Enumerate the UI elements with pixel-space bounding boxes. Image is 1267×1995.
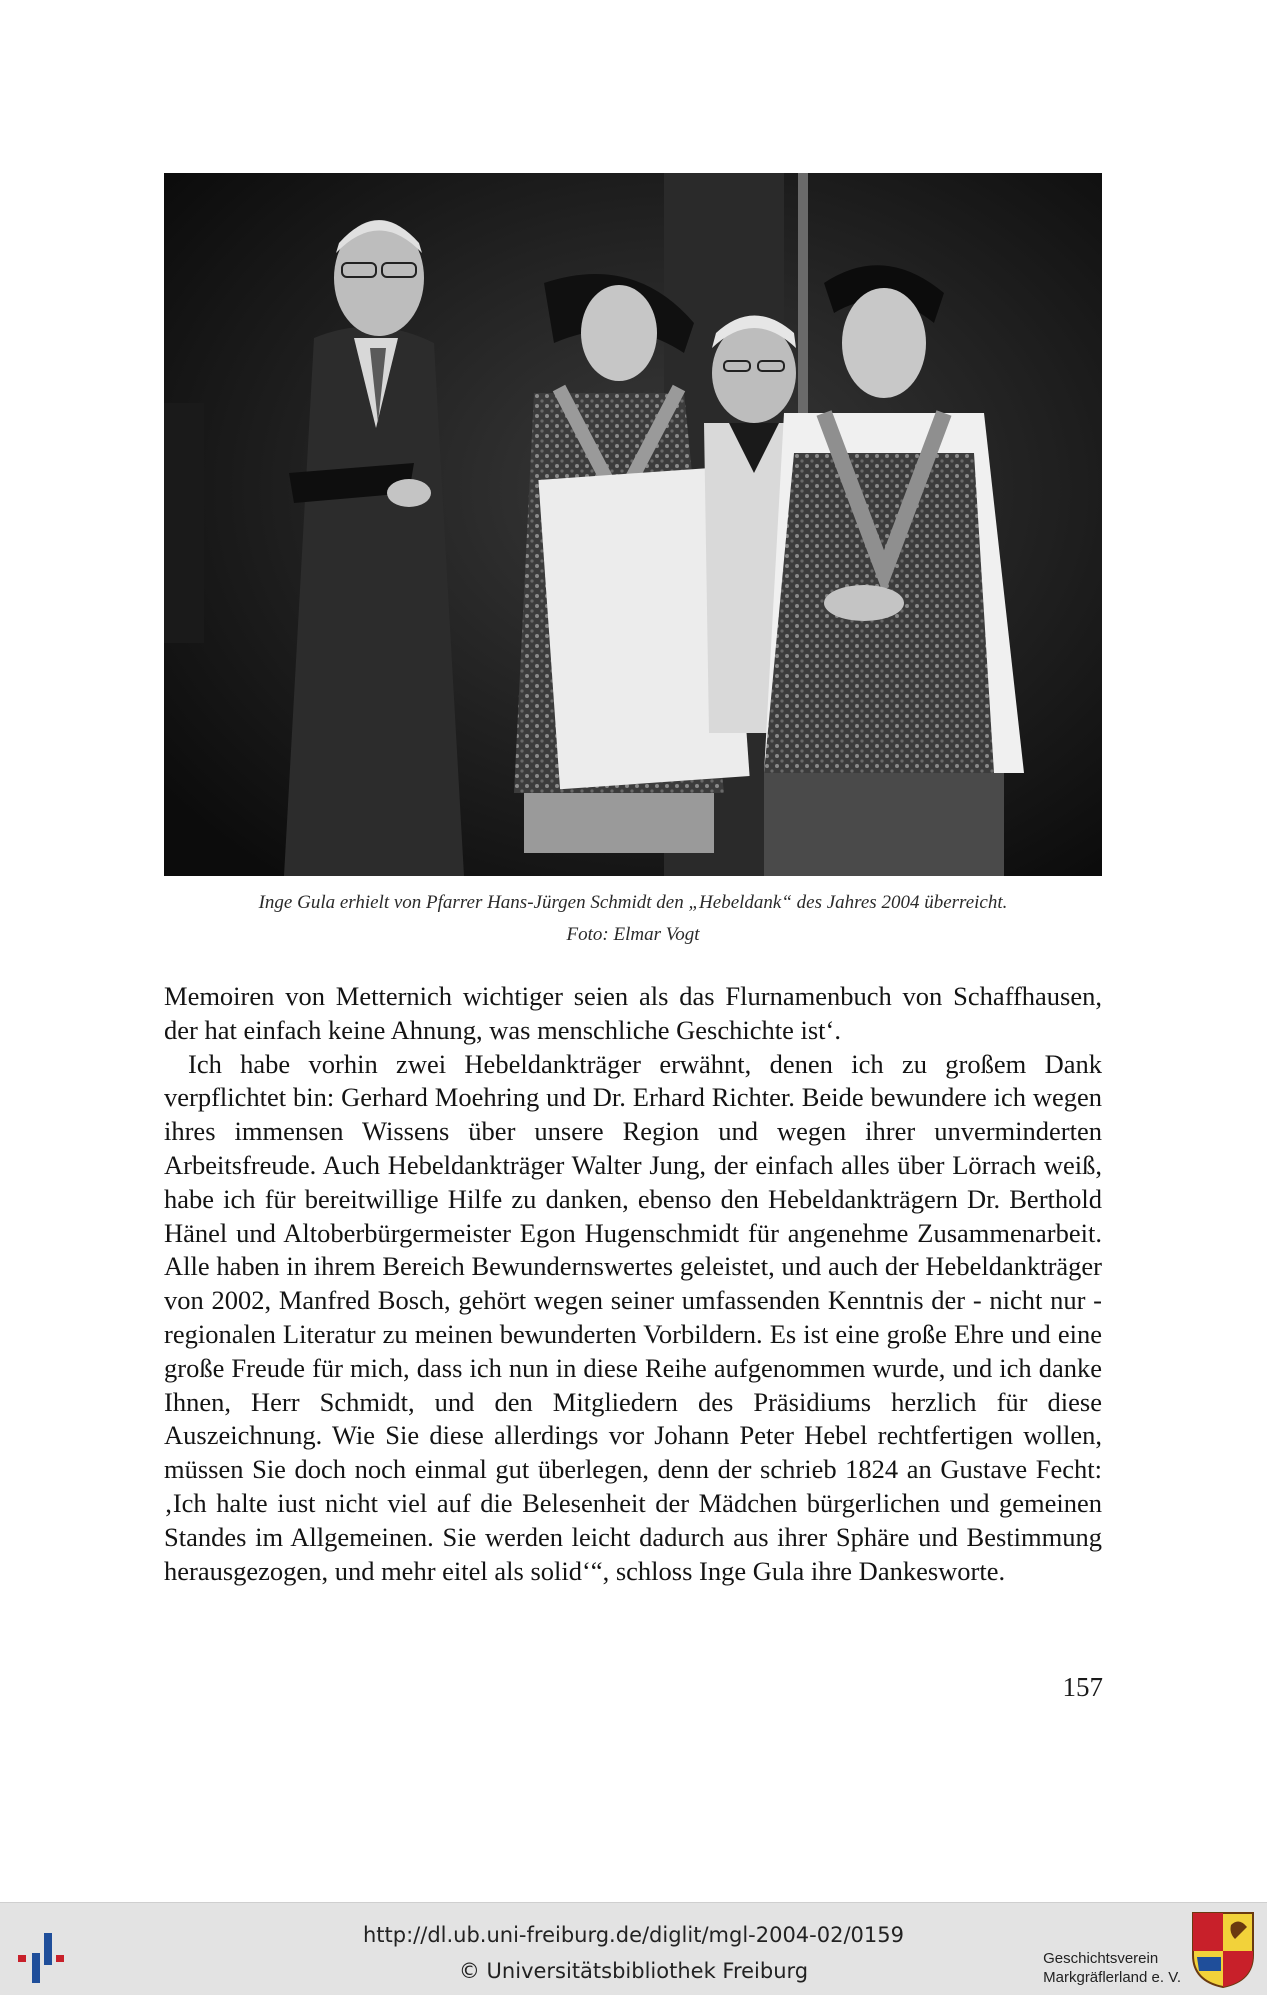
body-text — [164, 980, 1102, 1588]
footer-bar — [0, 1902, 1267, 1995]
photo-credit: Foto: Elmar Vogt — [566, 924, 700, 945]
society-name-line2: Markgräflerland e. V. — [1043, 1969, 1181, 1986]
society-crest-icon[interactable] — [1191, 1911, 1255, 1989]
society-name-line1: Geschichtsverein — [1043, 1950, 1159, 1967]
ceremony-photo — [164, 173, 1102, 876]
copyright-text: © Universitätsbibliothek Freiburg — [458, 1959, 809, 1983]
paragraph: Ich habe vorhin zwei Hebeldankträger erwähnt, denen ich zu großem Dank verpflichtet bin: Gerhard Moehring und Dr. Erhard Richter. Beide bewundere ich wegen ihres immensen Wissens über unsere Region und wegen ihrer unverminderten Arbeitsfreude. Auch Hebeldankträger Walter Jung, der einfach alles über Lörrach weiß, habe ich für bereitwillige Hilfe zu danken, ebenso den Hebeldankträgern Dr. Berthold Hänel und Altoberbürgermeister Egon Hugenschmidt für angenehme Zusammenarbeit. Alle haben in ihrem Bereich Bewundernswertes geleistet, und auch der Hebeldankträger von 2002, Manfred Bosch, gehört wegen seiner umfassenden Kenntnis der - nicht nur - regionalen Literatur zu meinen bewunderten Vorbildern. Es ist eine große Ehre und eine große Freude für mich, dass ich nun in diese Reihe aufgenommen wurde, und ich danke Ihnen, Herr Schmidt, und den Mitgliedern des Präsidiums herzlich für diese Auszeichnung. Wie Sie diese allerdings vor Johann Peter Hebel rechtfertigen wollen, müssen Sie doch noch einmal gut überlegen, denn der schrieb 1824 an Gustave Fecht: ‚Ich halte iust nicht viel auf die Belesenheit der Mädchen bürgerlichen und gemeinen Standes im Allgemeinen. Sie werden leicht dadurch aus ihrer Sphäre und Bestimmung herausgezogen, und mehr eitel als solid‘“, schloss Inge Gula ihre Dankesworte. — [164, 1048, 1102, 1586]
photo-caption: Inge Gula erhielt von Pfarrer Hans-Jürgen Schmidt den „Hebeldank“ des Jahres 2004 überreicht. — [258, 892, 1008, 913]
paragraph: Memoiren von Metternich wichtiger seien als das Flurnamenbuch von Schaffhausen, der hat einfach keine Ahnung, was menschliche Geschichte ist‘. — [164, 981, 1102, 1045]
document-url-link[interactable]: http://dl.ub.uni-freiburg.de/diglit/mgl-2004-02/0159 — [362, 1923, 904, 1947]
society-name — [1043, 1949, 1181, 1987]
page-number: 157 — [1062, 1672, 1103, 1702]
